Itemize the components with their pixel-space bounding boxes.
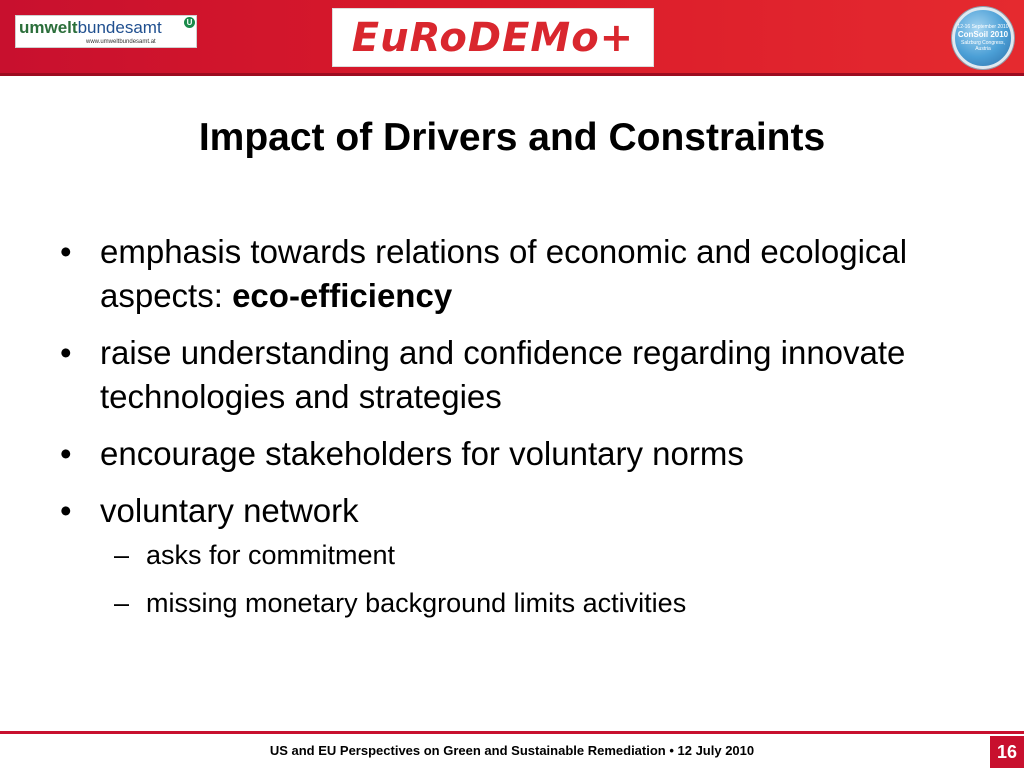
- footer-divider: [0, 731, 1024, 734]
- bullet-text: encourage stakeholders for voluntary norms: [100, 435, 744, 472]
- bullet-marker: •: [60, 233, 72, 270]
- bullet-marker: •: [60, 435, 72, 472]
- umweltbundesamt-wordmark: umweltbundesamt: [19, 18, 162, 37]
- sub-bullet-item: [60, 585, 960, 621]
- eurodemo-logo: [332, 8, 654, 67]
- bullet-list: [60, 230, 960, 633]
- bullet-item: [60, 432, 960, 476]
- umweltbundesamt-url: www.umweltbundesamt.at: [86, 39, 156, 45]
- umweltbundesamt-logo: [15, 15, 197, 48]
- header-band: [0, 0, 1024, 76]
- sub-bullet-marker: –: [114, 540, 130, 570]
- bullet-text: raise understanding and confidence regarding innovate technologies and strategies: [100, 334, 906, 415]
- page-number: 16: [990, 736, 1024, 768]
- sub-bullet-text: missing monetary background limits activities: [146, 588, 687, 618]
- eurodemo-wordmark: EuRoDEMo+: [351, 14, 635, 61]
- bullet-item: [60, 230, 960, 318]
- bullet-emphasis: eco-efficiency: [232, 277, 453, 314]
- slide-title: Impact of Drivers and Constraints: [198, 116, 826, 159]
- footer-text: US and EU Perspectives on Green and Sustainable Remediation • 12 July 2010: [269, 743, 755, 758]
- bullet-text: voluntary network: [100, 492, 359, 529]
- sub-bullet-text: asks for commitment: [146, 540, 396, 570]
- bullet-marker: •: [60, 492, 72, 529]
- sub-bullet-item: [60, 537, 960, 573]
- bullet-text: emphasis towards relations of economic and ecological aspects:: [100, 233, 908, 314]
- sub-bullet-marker: –: [114, 588, 130, 618]
- uba-mark-icon: U: [184, 17, 195, 28]
- bullet-item: [60, 489, 960, 533]
- consoil-badge-icon: 12-16 September 2010 ConSoil 2010 Salzburg Congress, Austria: [952, 7, 1014, 69]
- bullet-marker: •: [60, 334, 72, 371]
- bullet-item: [60, 331, 960, 419]
